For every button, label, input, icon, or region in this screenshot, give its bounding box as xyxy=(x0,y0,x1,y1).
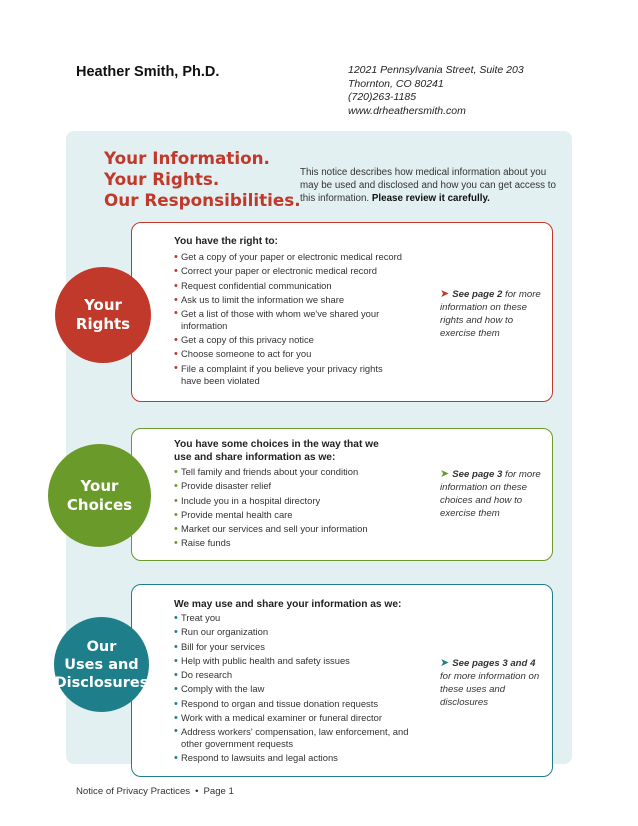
list-item: • Respond to lawsuits and legal actions xyxy=(174,751,424,765)
rights-list xyxy=(174,250,424,388)
page-footer xyxy=(76,786,234,797)
arrow-right-icon: ➤ xyxy=(440,288,450,300)
intro-text xyxy=(300,166,562,205)
list-item: • Ask us to limit the information we share xyxy=(174,293,424,307)
list-item: • Do research xyxy=(174,668,424,682)
title-line: Your Information. xyxy=(104,148,270,168)
list-item: • Get a copy of this privacy notice xyxy=(174,333,424,347)
page-title xyxy=(104,148,301,211)
footer-title: Notice of Privacy Practices xyxy=(76,786,191,797)
address-phone: (720)263-1185 xyxy=(348,91,417,103)
list-item: • Include you in a hospital directory xyxy=(174,494,424,508)
footer-separator: • xyxy=(195,786,199,797)
rights-label-line: Your xyxy=(84,296,122,314)
list-item: • File a complaint if you believe your privacy rights have been violated xyxy=(174,362,384,388)
choices-label-line: Your xyxy=(80,476,119,495)
address-city: Thornton, CO 80241 xyxy=(348,77,444,90)
title-line: Your Rights. xyxy=(104,169,220,189)
provider-name: Heather Smith, Ph.D. xyxy=(76,64,220,80)
arrow-right-icon: ➤ xyxy=(440,468,450,480)
list-item: • Work with a medical examiner or funeral director xyxy=(174,711,424,725)
see-page-ref: See page 2 xyxy=(452,289,503,300)
rights-label-line: Rights xyxy=(75,315,131,333)
list-item: • Help with public health and safety issues xyxy=(174,654,424,668)
intro-emphasis: Please review it carefully. xyxy=(371,193,490,204)
rights-circle xyxy=(55,267,151,363)
choices-heading: You have some choices in the way that we use and share information as we: xyxy=(174,439,379,463)
choices-circle xyxy=(48,444,151,547)
see-note-text: for more information on these choices and how to exercise them xyxy=(440,469,541,519)
list-item: • Tell family and friends about your condition xyxy=(174,465,424,479)
arrow-right-icon: ➤ xyxy=(440,657,450,669)
uses-circle xyxy=(54,617,149,712)
rights-heading: You have the right to: xyxy=(174,236,278,247)
choices-see-note xyxy=(440,468,548,520)
list-item: • Request confidential communication xyxy=(174,279,424,293)
provider-address xyxy=(348,64,524,118)
footer-page-number: Page 1 xyxy=(203,786,234,797)
uses-label-line: Disclosures xyxy=(54,674,149,691)
choices-list xyxy=(174,465,424,551)
see-page-ref: See pages 3 and 4 xyxy=(452,658,536,669)
uses-label-line: Our xyxy=(86,638,117,655)
list-item: • Respond to organ and tissue donation requests xyxy=(174,697,424,711)
address-street: 12021 Pennsylvania Street, Suite 203 xyxy=(348,64,524,76)
see-page-ref: See page 3 xyxy=(452,469,503,480)
uses-label-line: Uses and xyxy=(64,656,139,673)
address-website: www.drheathersmith.com xyxy=(348,104,466,117)
list-item: • Provide mental health care xyxy=(174,508,424,522)
uses-heading: We may use and share your information as we: xyxy=(174,599,402,610)
list-item: • Get a copy of your paper or electronic medical record xyxy=(174,250,424,264)
list-item: • Choose someone to act for you xyxy=(174,347,424,361)
see-note-text: for more information on these uses and disclosures xyxy=(440,671,540,708)
list-item: • Market our services and sell your information xyxy=(174,522,424,536)
list-item: • Get a list of those with whom we've shared your information xyxy=(174,307,384,333)
list-item: • Address workers' compensation, law enforcement, and other government requests xyxy=(174,725,419,751)
choices-label-line: Choices xyxy=(66,495,133,514)
list-item: • Comply with the law xyxy=(174,682,424,696)
uses-list xyxy=(174,611,424,766)
title-line: Our Responsibilities. xyxy=(104,190,301,210)
see-note-text: for more information on these rights and how to exercise them xyxy=(440,289,541,339)
list-item: • Correct your paper or electronic medical record xyxy=(174,264,424,278)
rights-see-note xyxy=(440,288,548,340)
uses-see-note xyxy=(440,657,548,709)
list-item: • Bill for your services xyxy=(174,640,424,654)
list-item: • Run our organization xyxy=(174,625,424,639)
list-item: • Treat you xyxy=(174,611,424,625)
intro-body: This notice describes how medical information about you may be used and disclosed and how you can get access to this information. xyxy=(300,167,556,204)
list-item: • Raise funds xyxy=(174,536,424,550)
list-item: • Provide disaster relief xyxy=(174,479,424,493)
